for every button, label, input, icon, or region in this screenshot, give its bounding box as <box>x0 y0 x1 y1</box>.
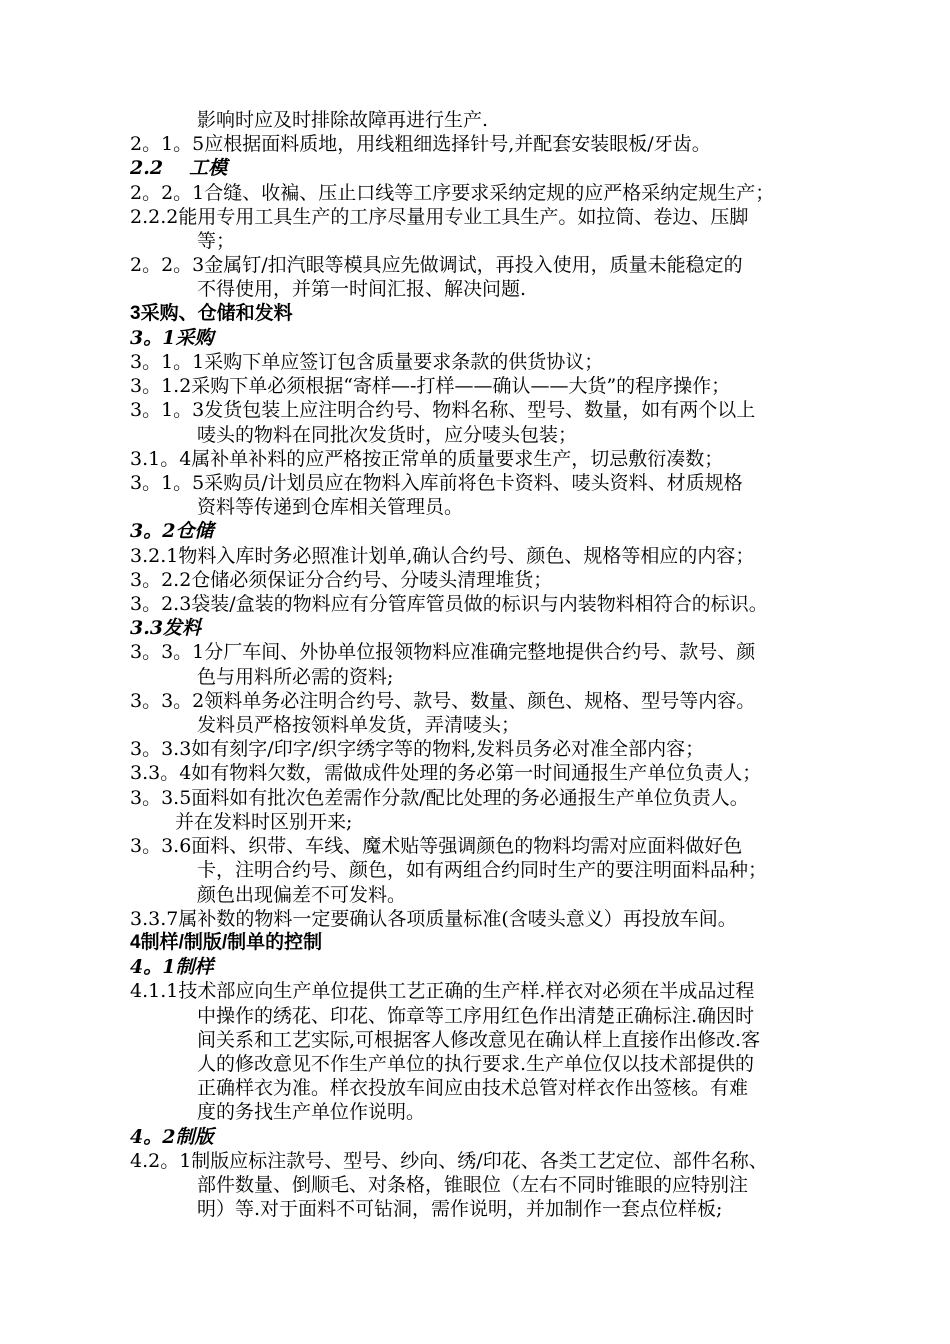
clause-item: 3。1。1采购下单应签订包含质量要求条款的供货协议； <box>130 351 604 374</box>
text-line: 发料员严格按领料单发货，弄清唛头； <box>197 714 521 737</box>
text-line: 间关系和工艺实际,可根据客人修改意见在确认样上直接作出修改.客 <box>197 1028 761 1051</box>
subsection-heading: 3。1采购 <box>130 326 214 349</box>
clause-item: 2。1。5应根据面料质地，用线粗细选择针号,并配套安装眼板/牙齿。 <box>130 133 711 156</box>
document-body <box>130 108 870 1221</box>
clause-item: 3。3.5面料如有批次色差需作分款/配比处理的务必通报生产单位负责人。 <box>130 786 749 809</box>
clause-item: 4.2。1制版应标注款号、型号、纱向、绣/印花、各类工艺定位、部件名称、 <box>130 1149 768 1172</box>
clause-item: 3。1.2采购下单必须根据“寄样—-打样——确认——大货”的程序操作； <box>130 375 731 398</box>
subsection-heading: 4。1制样 <box>130 956 214 979</box>
clause-item: 4.1.1技术部应向生产单位提供工艺正确的生产样.样衣对必须在半成品过程 <box>130 980 755 1003</box>
section-heading: 3采购、仓储和发料 <box>130 302 293 324</box>
clause-item: 3.3.7属补数的物料一定要确认各项质量标准(含唛头意义）再投放车间。 <box>130 907 737 930</box>
section-heading: 4制样/制版/制单的控制 <box>130 931 323 953</box>
text-line: 度的务找生产单位作说明。 <box>197 1101 426 1124</box>
subsection-number: 2.2 <box>130 157 164 180</box>
clause-item: 3。3.6面料、织带、车线、魔术贴等强调颜色的物料均需对应面料做好色 <box>130 835 743 858</box>
text-line: 中操作的绣花、印花、饰章等工序用红色作出清楚正确标注.确因时 <box>197 1004 755 1027</box>
clause-item: 3.3。4如有物料欠数，需做成件处理的务必第一时间通报生产单位负责人； <box>130 762 762 785</box>
clause-item: 3。3。2领料单务必注明合约号、款号、数量、颜色、规格、型号等内容。 <box>130 689 756 712</box>
text-line: 明）等.对于面料不可钻洞，需作说明，并加制作一套点位样板; <box>197 1198 723 1221</box>
text-line: 等； <box>197 230 236 253</box>
text-line: 影响时应及时排除故障再进行生产. <box>197 109 489 131</box>
clause-item: 3。3.3如有刻字/印字/织字绣字等的物料,发料员务必对准全部内容； <box>130 738 705 761</box>
subsection-title: 工模 <box>189 157 228 180</box>
text-line: 正确样衣为准。样衣投放车间应由技术总管对样衣作出签核。有难 <box>197 1077 749 1100</box>
clause-item: 3。1。5采购员/计划员应在物料入库前将色卡资料、唛头资料、材质规格 <box>130 472 743 495</box>
text-line: 人的修改意见不作生产单位的执行要求.生产单位仅以技术部提供的 <box>197 1052 755 1075</box>
clause-item: 3.2.1物料入库时务必照准计划单,确认合约号、颜色、规格等相应的内容； <box>130 544 755 567</box>
clause-item: 2.2.2能用专用工具生产的工序尽量用专业工具生产。如拉筒、卷边、压脚 <box>130 205 749 228</box>
text-line: 颜色出现偏差不可发料。 <box>197 883 407 906</box>
text-line: 资料等传递到仓库相关管理员。 <box>197 496 464 519</box>
clause-item: 3。2.3袋装/盒装的物料应有分管库管员做的标识与内装物料相符合的标识。 <box>130 593 768 616</box>
text-line: 并在发料时区别开来; <box>175 810 353 833</box>
subsection-heading: 3.3发料 <box>130 617 202 640</box>
subsection-heading <box>130 156 870 180</box>
clause-item: 3。3。1分厂车间、外协单位报领物料应准确完整地提供合约号、款号、颜 <box>130 641 756 664</box>
text-line: 唛头的物料在同批次发货时，应分唛头包装； <box>197 423 578 446</box>
text-line: 部件数量、倒顺毛、对条格，锥眼位（左右不同时锥眼的应特别注 <box>197 1173 749 1196</box>
clause-item: 2。2。1合缝、收褊、压止口线等工序要求采纳定规的应严格采纳定规生产； <box>130 181 775 204</box>
subsection-heading: 4。2制版 <box>130 1125 214 1148</box>
text-line: 卡，注明合约号、颜色，如有两组合约同时生产的要注明面料品种； <box>197 859 768 882</box>
clause-item: 3.1。4属补单补料的应严格按正常单的质量要求生产，切忌敷衍凑数； <box>130 447 724 470</box>
text-line: 不得使用，并第一时间汇报、解决问题. <box>197 278 527 301</box>
subsection-heading: 3。2仓储 <box>130 520 214 543</box>
clause-item: 3。2.2仓储必须保证分合约号、分唛头清理堆货； <box>130 568 553 591</box>
clause-item: 2。2。3金属钉/扣汽眼等模具应先做调试，再投入使用，质量未能稳定的 <box>130 254 743 277</box>
text-line: 色与用料所必需的资料; <box>197 665 394 688</box>
clause-item: 3。1。3发货包装上应注明合约号、物料名称、型号、数量，如有两个以上 <box>130 399 756 422</box>
